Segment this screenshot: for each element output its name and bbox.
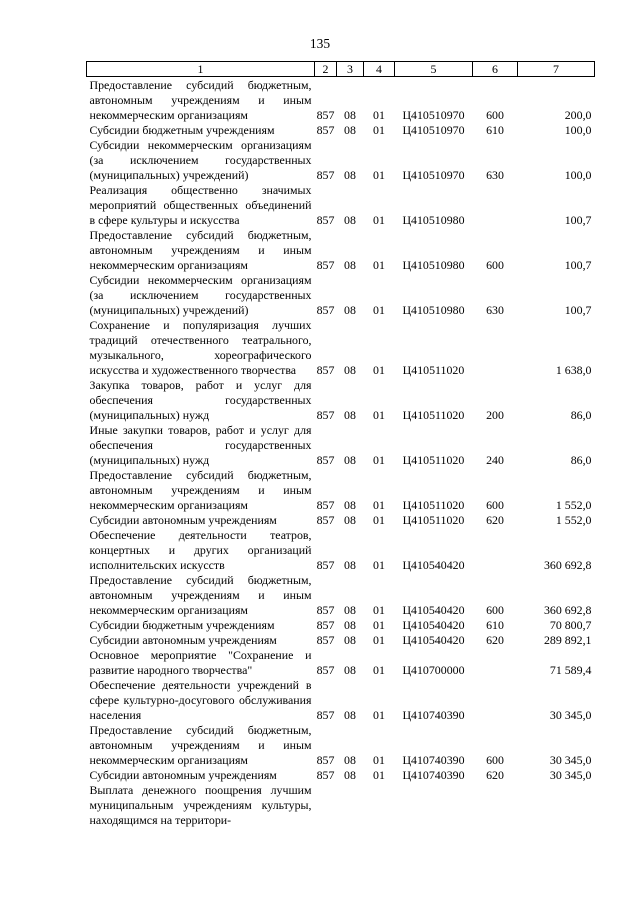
expense-type-code: 600 <box>486 258 504 272</box>
table-row <box>87 273 595 318</box>
item-name: Субсидии автономным учреждениям <box>89 513 277 527</box>
subsection-code: 01 <box>373 258 385 272</box>
item-name: Обеспечение деятельности театров, концертных и других организаций исполнительских искусств <box>89 528 312 572</box>
target-article-code: Ц410511020 <box>402 453 465 467</box>
section-code: 08 <box>344 108 356 122</box>
admin-code: 857 <box>316 108 335 122</box>
item-name: Предоставление субсидий бюджетным, автономным учреждениям и иным некоммерческим организациям <box>89 78 312 122</box>
item-name: Субсидии автономным учреждениям <box>89 633 277 647</box>
section-code: 08 <box>344 363 356 377</box>
target-article-code <box>395 783 473 828</box>
section-code: 08 <box>344 513 356 527</box>
admin-code: 857 <box>316 213 335 227</box>
table-row <box>87 648 595 678</box>
item-name: Субсидии некоммерческим организациям (за исключением государственных (муниципальных) учреждений) <box>89 138 312 182</box>
table-row <box>87 633 595 648</box>
item-name: Субсидии некоммерческим организациям (за исключением государственных (муниципальных) учреждений) <box>89 273 312 317</box>
target-article-code: Ц410700000 <box>402 663 465 677</box>
table-row <box>87 123 595 138</box>
table-row <box>87 228 595 273</box>
subsection-code: 01 <box>373 768 385 782</box>
item-name: Субсидии автономным учреждениям <box>89 768 277 782</box>
subsection-code: 01 <box>373 453 385 467</box>
target-article-code: Ц410510980 <box>402 303 465 317</box>
expense-type-code: 630 <box>486 168 504 182</box>
table-row <box>87 468 595 513</box>
subsection-code: 01 <box>373 603 385 617</box>
admin-code: 857 <box>316 633 335 647</box>
admin-code: 857 <box>316 303 335 317</box>
item-name: Предоставление субсидий бюджетным, автономным учреждениям и иным некоммерческим организациям <box>89 723 312 767</box>
target-article-code: Ц410540420 <box>402 558 465 572</box>
subsection-code: 01 <box>373 363 385 377</box>
column-header: 1 <box>87 62 315 77</box>
item-name: Предоставление субсидий бюджетным, автономным учреждениям и иным некоммерческим организациям <box>89 228 312 272</box>
page-number: 135 <box>309 36 331 51</box>
target-article-code: Ц410510980 <box>402 213 465 227</box>
amount: 100,7 <box>564 258 592 272</box>
table-row <box>87 618 595 633</box>
subsection-code: 01 <box>373 708 385 722</box>
amount: 30 345,0 <box>549 708 592 722</box>
header-row <box>87 62 595 77</box>
table-row <box>87 318 595 378</box>
subsection-code: 01 <box>373 618 385 632</box>
item-name: Закупка товаров, работ и услуг для обеспечения государственных (муниципальных) нужд <box>89 378 312 422</box>
expense-type-code: 620 <box>486 633 504 647</box>
section-code: 08 <box>344 123 356 137</box>
admin-code: 857 <box>316 168 335 182</box>
admin-code: 857 <box>316 258 335 272</box>
admin-code: 857 <box>316 498 335 512</box>
table-body <box>87 77 595 829</box>
subsection-code: 01 <box>373 753 385 767</box>
subsection-code: 01 <box>373 663 385 677</box>
target-article-code: Ц410540420 <box>402 603 465 617</box>
section-code: 08 <box>344 618 356 632</box>
target-article-code: Ц410510970 <box>402 123 465 137</box>
target-article-code: Ц410740390 <box>402 753 465 767</box>
target-article-code: Ц410510970 <box>402 168 465 182</box>
table-header <box>87 62 595 77</box>
expense-type-code <box>473 648 518 678</box>
table-row <box>87 783 595 828</box>
admin-code: 857 <box>316 123 335 137</box>
section-code: 08 <box>344 168 356 182</box>
target-article-code: Ц410511020 <box>402 363 465 377</box>
amount: 71 589,4 <box>549 663 592 677</box>
table-row <box>87 513 595 528</box>
target-article-code: Ц410540420 <box>402 618 465 632</box>
admin-code: 857 <box>316 363 335 377</box>
amount: 360 692,8 <box>543 558 592 572</box>
expense-type-code <box>473 318 518 378</box>
section-code: 08 <box>344 213 356 227</box>
expense-type-code: 600 <box>486 108 504 122</box>
section-code: 08 <box>344 453 356 467</box>
column-header: 4 <box>364 62 395 77</box>
item-name: Сохранение и популяризация лучших традиций отечественного театрального, музыкального, хореографического искусства и художественного творчества <box>89 318 312 377</box>
expense-type-code: 600 <box>486 603 504 617</box>
amount: 289 892,1 <box>543 633 592 647</box>
admin-code: 857 <box>316 558 335 572</box>
section-code: 08 <box>344 603 356 617</box>
item-name: Выплата денежного поощрения лучшим муниципальным учреждениям культуры, находящимся на территори- <box>89 783 312 827</box>
expense-type-code: 610 <box>486 123 504 137</box>
subsection-code: 01 <box>373 108 385 122</box>
amount: 1 638,0 <box>555 363 592 377</box>
table-row <box>87 183 595 228</box>
table-row <box>87 723 595 768</box>
expense-type-code: 610 <box>486 618 504 632</box>
target-article-code: Ц410740390 <box>402 708 465 722</box>
item-name: Обеспечение деятельности учреждений в сфере культурно-досугового обслуживания населения <box>89 678 312 722</box>
subsection-code: 01 <box>373 633 385 647</box>
admin-code: 857 <box>316 618 335 632</box>
amount: 86,0 <box>570 408 592 422</box>
amount: 30 345,0 <box>549 753 592 767</box>
target-article-code: Ц410510980 <box>402 258 465 272</box>
subsection-code: 01 <box>373 513 385 527</box>
subsection-code: 01 <box>373 498 385 512</box>
expense-type-code <box>473 528 518 573</box>
amount: 30 345,0 <box>549 768 592 782</box>
section-code: 08 <box>344 708 356 722</box>
item-name: Реализация общественно значимых мероприятий общественных объединений в сфере культуры и искусства <box>89 183 312 227</box>
expense-type-code: 630 <box>486 303 504 317</box>
target-article-code: Ц410511020 <box>402 513 465 527</box>
table-row <box>87 768 595 783</box>
section-code: 08 <box>344 558 356 572</box>
admin-code: 857 <box>316 753 335 767</box>
section-code: 08 <box>344 408 356 422</box>
section-code: 08 <box>344 768 356 782</box>
subsection-code: 01 <box>373 303 385 317</box>
subsection-code: 01 <box>373 168 385 182</box>
column-header: 3 <box>337 62 364 77</box>
target-article-code: Ц410510970 <box>402 108 465 122</box>
amount <box>518 783 595 828</box>
item-name: Предоставление субсидий бюджетным, автономным учреждениям и иным некоммерческим организациям <box>89 468 312 512</box>
amount: 1 552,0 <box>555 498 592 512</box>
target-article-code: Ц410540420 <box>402 633 465 647</box>
expense-type-code: 200 <box>486 408 504 422</box>
amount: 1 552,0 <box>555 513 592 527</box>
expense-type-code <box>473 183 518 228</box>
subsection-code: 01 <box>373 558 385 572</box>
admin-code: 857 <box>316 408 335 422</box>
amount: 100,7 <box>564 303 592 317</box>
column-header: 7 <box>518 62 595 77</box>
expense-type-code: 600 <box>486 498 504 512</box>
budget-table <box>86 61 595 828</box>
admin-code <box>315 783 337 828</box>
section-code <box>337 783 364 828</box>
section-code: 08 <box>344 498 356 512</box>
admin-code: 857 <box>316 513 335 527</box>
table-row <box>87 423 595 468</box>
table-row <box>87 573 595 618</box>
admin-code: 857 <box>316 768 335 782</box>
item-name: Иные закупки товаров, работ и услуг для обеспечения государственных (муниципальных) нужд <box>89 423 312 467</box>
admin-code: 857 <box>316 453 335 467</box>
expense-type-code: 240 <box>486 453 504 467</box>
table-row <box>87 77 595 124</box>
section-code: 08 <box>344 258 356 272</box>
expense-type-code: 600 <box>486 753 504 767</box>
amount: 100,0 <box>564 123 592 137</box>
target-article-code: Ц410511020 <box>402 498 465 512</box>
item-name: Основное мероприятие "Сохранение и развитие народного творчества" <box>89 648 312 677</box>
amount: 100,0 <box>564 168 592 182</box>
amount: 100,7 <box>564 213 592 227</box>
table-row <box>87 528 595 573</box>
subsection-code: 01 <box>373 408 385 422</box>
subsection-code <box>364 783 395 828</box>
amount: 70 800,7 <box>549 618 592 632</box>
amount: 86,0 <box>570 453 592 467</box>
section-code: 08 <box>344 633 356 647</box>
item-name: Предоставление субсидий бюджетным, автономным учреждениям и иным некоммерческим организациям <box>89 573 312 617</box>
target-article-code: Ц410740390 <box>402 768 465 782</box>
subsection-code: 01 <box>373 213 385 227</box>
admin-code: 857 <box>316 708 335 722</box>
subsection-code: 01 <box>373 123 385 137</box>
section-code: 08 <box>344 663 356 677</box>
item-name: Субсидии бюджетным учреждениям <box>89 123 275 137</box>
column-header: 6 <box>473 62 518 77</box>
target-article-code: Ц410511020 <box>402 408 465 422</box>
table-row <box>87 378 595 423</box>
admin-code: 857 <box>316 663 335 677</box>
table-row <box>87 678 595 723</box>
expense-type-code: 620 <box>486 768 504 782</box>
expense-type-code <box>473 678 518 723</box>
amount: 360 692,8 <box>543 603 592 617</box>
expense-type-code <box>473 783 518 828</box>
section-code: 08 <box>344 753 356 767</box>
amount: 200,0 <box>564 108 592 122</box>
column-header: 5 <box>395 62 473 77</box>
table-row <box>87 138 595 183</box>
item-name: Субсидии бюджетным учреждениям <box>89 618 275 632</box>
column-header: 2 <box>315 62 337 77</box>
expense-type-code: 620 <box>486 513 504 527</box>
section-code: 08 <box>344 303 356 317</box>
admin-code: 857 <box>316 603 335 617</box>
